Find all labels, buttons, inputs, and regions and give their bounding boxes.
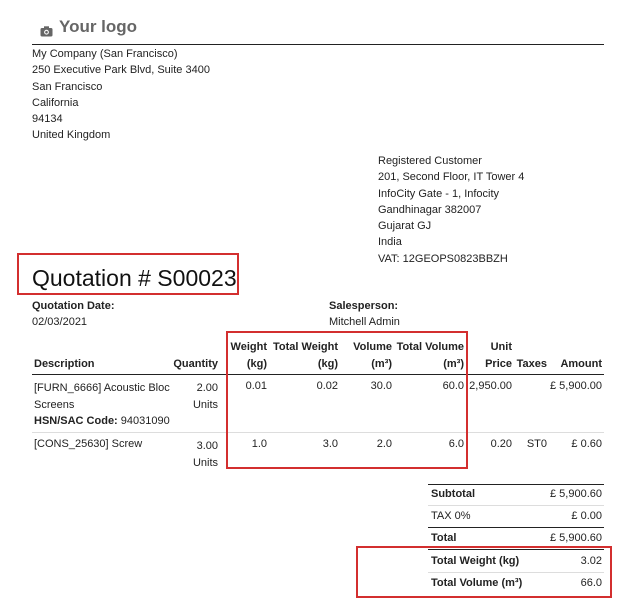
total-value: £ 5,900.60 [550,532,602,544]
col-header-total-weight-unit: (kg) [317,358,338,370]
company-address [32,46,210,144]
row-uom: Units [192,398,218,411]
customer-vat: VAT: 12GEOPS0823BBZH [378,252,508,265]
tax-label: TAX 0% [431,510,471,522]
company-street: 250 Executive Park Blvd, Suite 3400 [32,64,210,77]
row-amount: £ 0.60 [571,438,602,450]
row-volume: 2.0 [376,438,392,450]
customer-country: India [378,236,402,249]
salesperson-label: Salesperson: [329,300,399,312]
customer-name: Registered Customer [378,155,482,167]
logo-text: Your logo [59,17,138,36]
row-weight: 0.01 [245,380,267,392]
total-weight-label: Total Weight (kg) [431,555,520,567]
table-row [34,380,174,430]
customer-address [378,153,524,267]
row-unit-price: 2,950.00 [469,380,512,392]
row-quantity [160,380,218,413]
total-volume-label: Total Volume (m³) [431,577,523,589]
row-total-weight: 0.02 [316,380,338,392]
company-logo [40,17,137,37]
company-city: San Francisco [32,80,103,93]
customer-state: Gujarat GJ [378,220,432,233]
company-name: My Company (San Francisco) [32,48,178,60]
col-header-unit-price: Unit [490,341,512,353]
col-header-weight-unit: (kg) [246,358,267,370]
row-description-cont: Screens [34,398,75,411]
header-divider [32,44,604,45]
company-zip: 94134 [32,113,63,126]
col-header-description: Description [34,358,95,370]
row-total-volume: 6.0 [448,438,464,450]
col-header-total-volume: Total Volume [396,341,464,353]
subtotal-label: Subtotal [431,488,475,500]
col-header-total-volume-unit: (m³) [443,358,464,370]
totals-highlight-box [356,546,612,598]
col-header-weight: Weight [230,341,267,353]
col-header-quantity: Quantity [173,358,218,370]
weight-volume-highlight-box [226,331,468,469]
company-country: United Kingdom [32,129,111,142]
page-title: Quotation # S00023 [32,265,237,291]
col-header-volume-unit: (m³) [371,358,392,370]
col-header-total-weight: Total Weight [273,341,338,353]
row-description: [FURN_6666] Acoustic Bloc [34,382,170,394]
row-qty-value: 2.00 [196,382,218,394]
col-header-taxes: Taxes [516,358,547,370]
row-uom: Units [192,456,218,469]
customer-city: Gandhinagar 382007 [378,203,482,216]
customer-street2: InfoCity Gate - 1, Infocity [378,187,500,200]
salesperson-value: Mitchell Admin [329,316,400,328]
row-description: [CONS_25630] Screw [34,438,143,450]
totals-top-divider [428,484,604,485]
totals-divider [428,505,604,506]
subtotal-value: £ 5,900.60 [550,488,602,500]
row-weight: 1.0 [251,438,267,450]
hsn-label: HSN/SAC Code: [34,415,118,427]
camera-icon [40,22,53,32]
col-header-unit-price-2: Price [485,358,512,370]
company-state: California [32,96,79,109]
row-qty-value: 3.00 [196,440,218,452]
total-weight-value: 3.02 [580,555,602,567]
total-volume-value: 66.0 [580,577,602,589]
col-header-volume: Volume [353,341,392,353]
row-volume: 30.0 [370,380,392,392]
quotation-date-value: 02/03/2021 [32,316,88,328]
customer-street: 201, Second Floor, IT Tower 4 [378,171,525,184]
totals-divider [428,527,604,528]
col-header-amount: Amount [560,358,602,370]
row-total-volume: 60.0 [442,380,464,392]
total-label: Total [431,532,457,544]
row-quantity [160,438,218,471]
tax-value: £ 0.00 [571,510,602,522]
quotation-date-label: Quotation Date: [32,300,115,312]
row-amount: £ 5,900.00 [550,380,602,392]
hsn-value: 94031090 [120,415,170,427]
row-total-weight: 3.0 [322,438,338,450]
row-unit-price: 0.20 [490,438,512,450]
row-taxes: ST0 [526,438,547,450]
